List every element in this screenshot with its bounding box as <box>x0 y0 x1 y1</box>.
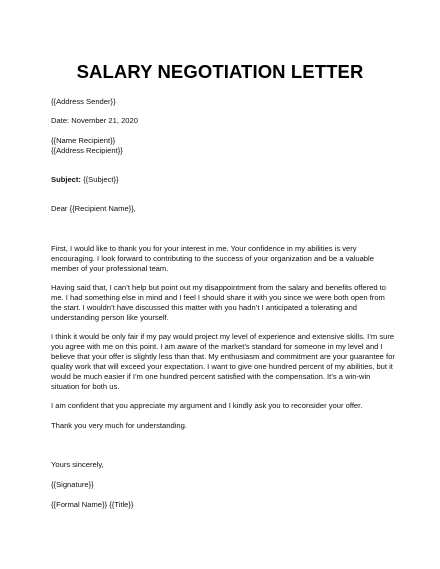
signature: {{Signature}} <box>51 480 94 489</box>
sender-address: {{Address Sender}} <box>51 97 116 106</box>
body-paragraph: Having said that, I can’t help but point out my disappointment from the salary and benefits offered to me. I had something else in mind and I feel I should share it with you since we were both open from the start. I wouldn’t have discussed this matter with you hadn’t I anticipated a tolerating and understanding person like yourself. <box>51 283 387 322</box>
body-paragraph: Thank you very much for understanding. <box>51 421 187 430</box>
salutation: Dear {{Recipient Name}}, <box>51 204 136 213</box>
body-paragraph: I think it would be only fair if my pay would project my level of experience and extensive skills. I’m sure you agree with me on this point. I am aware of the market’s standard for someone in my level and I believe that your offer is slightly less than that. My enthusiasm and commitment are your guarantee for quality work that will exceed your expectation. I want to give one hundred percent of my abilities, but it would be much easier if I’m one hundred percent satisfied with the compensation. It’s a win-win situation for both us. <box>51 332 395 391</box>
recipient-name: {{Name Recipient}} <box>51 136 116 145</box>
letter-date: Date: November 21, 2020 <box>51 116 138 125</box>
letter-title: SALARY NEGOTIATION LETTER <box>76 61 364 82</box>
subject-label: Subject: <box>51 175 81 184</box>
body-paragraph: I am confident that you appreciate my argument and I kindly ask you to reconsider your offer. <box>51 401 363 410</box>
closing: Yours sincerely, <box>51 460 104 469</box>
subject-line <box>51 175 119 185</box>
body-paragraph: First, I would like to thank you for your interest in me. Your confidence in my abilities is very encouraging. I look forward to contributing to the success of your organization and be a valuable member of your professional team. <box>51 244 374 273</box>
subject-value: {{Subject}} <box>80 175 119 184</box>
formal-name-title: {{Formal Name}} {{Title}} <box>51 500 134 509</box>
recipient-address: {{Address Recipient}} <box>51 146 123 155</box>
